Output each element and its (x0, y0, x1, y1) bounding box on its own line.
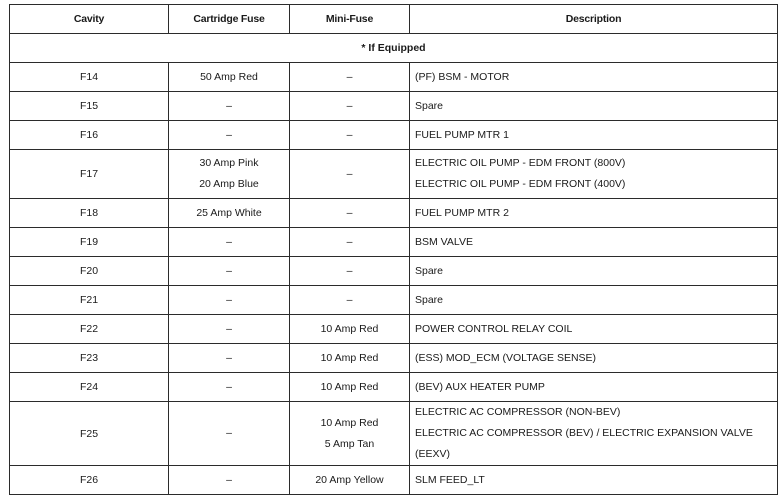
mini-fuse-cell (290, 199, 410, 228)
cartridge-fuse-cell (169, 92, 290, 121)
header-mini-fuse: Mini-Fuse (290, 5, 410, 34)
table-row (10, 466, 778, 495)
cartridge-fuse-cell-line: 25 Amp White (196, 206, 262, 219)
cartridge-fuse-cell (169, 257, 290, 286)
cartridge-fuse-cell-line: – (226, 264, 232, 277)
mini-fuse-cell-line: – (346, 206, 353, 219)
mini-fuse-cell-line: 10 Amp Red (320, 351, 379, 364)
cavity-cell: F24 (10, 373, 169, 402)
cartridge-fuse-cell-line: – (226, 322, 232, 335)
cavity-cell: F26 (10, 466, 169, 495)
description-cell-line: FUEL PUMP MTR 2 (415, 206, 509, 219)
cartridge-fuse-cell-line: – (226, 235, 232, 248)
cartridge-fuse-cell (169, 344, 290, 373)
cavity-cell: F20 (10, 257, 169, 286)
mini-fuse-cell-line: – (346, 293, 353, 306)
description-cell (410, 286, 778, 315)
mini-fuse-cell (290, 286, 410, 315)
cavity-cell: F25 (10, 402, 169, 466)
description-cell-line: (ESS) MOD_ECM (VOLTAGE SENSE) (415, 351, 597, 364)
table-row (10, 228, 778, 257)
mini-fuse-cell (290, 373, 410, 402)
mini-fuse-cell-line: – (346, 264, 353, 277)
header-row (10, 5, 778, 34)
description-cell-line: FUEL PUMP MTR 1 (415, 128, 509, 141)
cartridge-fuse-cell (169, 466, 290, 495)
description-cell (410, 199, 778, 228)
description-cell-line: ELECTRIC AC COMPRESSOR (BEV) / ELECTRIC EXPANSION VALVE (EEXV) (415, 427, 753, 460)
table-row (10, 121, 778, 150)
cartridge-fuse-cell-line: – (226, 99, 232, 112)
cavity-cell: F14 (10, 63, 169, 92)
mini-fuse-cell-line: 10 Amp Red (320, 380, 379, 393)
description-cell (410, 373, 778, 402)
cartridge-fuse-cell (169, 402, 290, 466)
mini-fuse-cell-line: – (346, 99, 353, 112)
cartridge-fuse-cell-line: – (226, 128, 232, 141)
description-cell-line: Spare (415, 99, 444, 112)
description-cell (410, 92, 778, 121)
mini-fuse-cell-line: 10 Amp Red (320, 416, 379, 429)
mini-fuse-cell (290, 257, 410, 286)
cartridge-fuse-cell (169, 63, 290, 92)
mini-fuse-cell (290, 228, 410, 257)
table-row (10, 286, 778, 315)
table-row (10, 344, 778, 373)
cartridge-fuse-cell-line: 20 Amp Blue (199, 178, 259, 190)
description-cell (410, 228, 778, 257)
description-cell (410, 402, 778, 466)
cartridge-fuse-cell (169, 199, 290, 228)
cartridge-fuse-cell-line: – (226, 351, 232, 364)
description-cell (410, 344, 778, 373)
mini-fuse-cell (290, 121, 410, 150)
cavity-cell: F15 (10, 92, 169, 121)
mini-fuse-cell-line: 5 Amp Tan (324, 437, 375, 450)
mini-fuse-cell (290, 63, 410, 92)
cavity-cell: F22 (10, 315, 169, 344)
cartridge-fuse-cell (169, 150, 290, 199)
table-row (10, 199, 778, 228)
description-cell-line: BSM VALVE (415, 235, 473, 248)
description-cell-line: Spare (415, 293, 444, 306)
cartridge-fuse-cell-line: – (226, 380, 232, 393)
header-cartridge-fuse: Cartridge Fuse (169, 5, 290, 34)
description-cell (410, 315, 778, 344)
mini-fuse-cell (290, 315, 410, 344)
table-row (10, 257, 778, 286)
description-cell (410, 257, 778, 286)
cartridge-fuse-cell-line: – (226, 427, 232, 439)
cavity-cell: F18 (10, 199, 169, 228)
description-cell-line: SLM FEED_LT (415, 473, 485, 486)
mini-fuse-cell (290, 344, 410, 373)
mini-fuse-cell (290, 466, 410, 495)
table-row (10, 373, 778, 402)
mini-fuse-cell (290, 402, 410, 466)
cavity-cell: F16 (10, 121, 169, 150)
description-cell (410, 150, 778, 199)
cartridge-fuse-cell (169, 315, 290, 344)
table-row (10, 402, 778, 466)
mini-fuse-cell (290, 150, 410, 199)
fuse-table (9, 4, 778, 495)
cartridge-fuse-cell-line: 50 Amp Red (200, 70, 258, 83)
table-row (10, 92, 778, 121)
cartridge-fuse-cell (169, 228, 290, 257)
cartridge-fuse-cell (169, 373, 290, 402)
mini-fuse-cell-line: 20 Amp Yellow (315, 473, 384, 486)
mini-fuse-cell-line: – (346, 70, 353, 83)
description-cell-line: ELECTRIC OIL PUMP - EDM FRONT (800V) (415, 157, 626, 169)
table-row (10, 63, 778, 92)
cartridge-fuse-cell-line: 30 Amp Pink (199, 157, 259, 169)
mini-fuse-cell (290, 92, 410, 121)
cavity-cell: F17 (10, 150, 169, 199)
description-cell (410, 63, 778, 92)
description-cell-line: (BEV) AUX HEATER PUMP (415, 380, 545, 393)
header-cavity: Cavity (10, 5, 169, 34)
header-description: Description (410, 5, 778, 34)
if-equipped-note: * If Equipped (10, 34, 778, 63)
cartridge-fuse-cell (169, 121, 290, 150)
description-cell-line: ELECTRIC OIL PUMP - EDM FRONT (400V) (415, 178, 626, 190)
mini-fuse-cell-line: – (346, 235, 353, 248)
cartridge-fuse-cell (169, 286, 290, 315)
cavity-cell: F21 (10, 286, 169, 315)
description-cell-line: ELECTRIC AC COMPRESSOR (NON-BEV) (415, 406, 621, 418)
note-row (10, 34, 778, 63)
description-cell-line: Spare (415, 264, 444, 277)
cartridge-fuse-cell-line: – (226, 473, 232, 486)
table-row (10, 150, 778, 199)
mini-fuse-cell-line: 10 Amp Red (320, 322, 379, 335)
cartridge-fuse-cell-line: – (226, 293, 232, 306)
cavity-cell: F19 (10, 228, 169, 257)
description-cell-line: POWER CONTROL RELAY COIL (415, 322, 573, 335)
mini-fuse-cell-line: – (346, 128, 353, 141)
table-row (10, 315, 778, 344)
mini-fuse-cell-line: – (346, 167, 353, 180)
cavity-cell: F23 (10, 344, 169, 373)
description-cell (410, 121, 778, 150)
description-cell-line: (PF) BSM - MOTOR (415, 70, 510, 83)
description-cell (410, 466, 778, 495)
